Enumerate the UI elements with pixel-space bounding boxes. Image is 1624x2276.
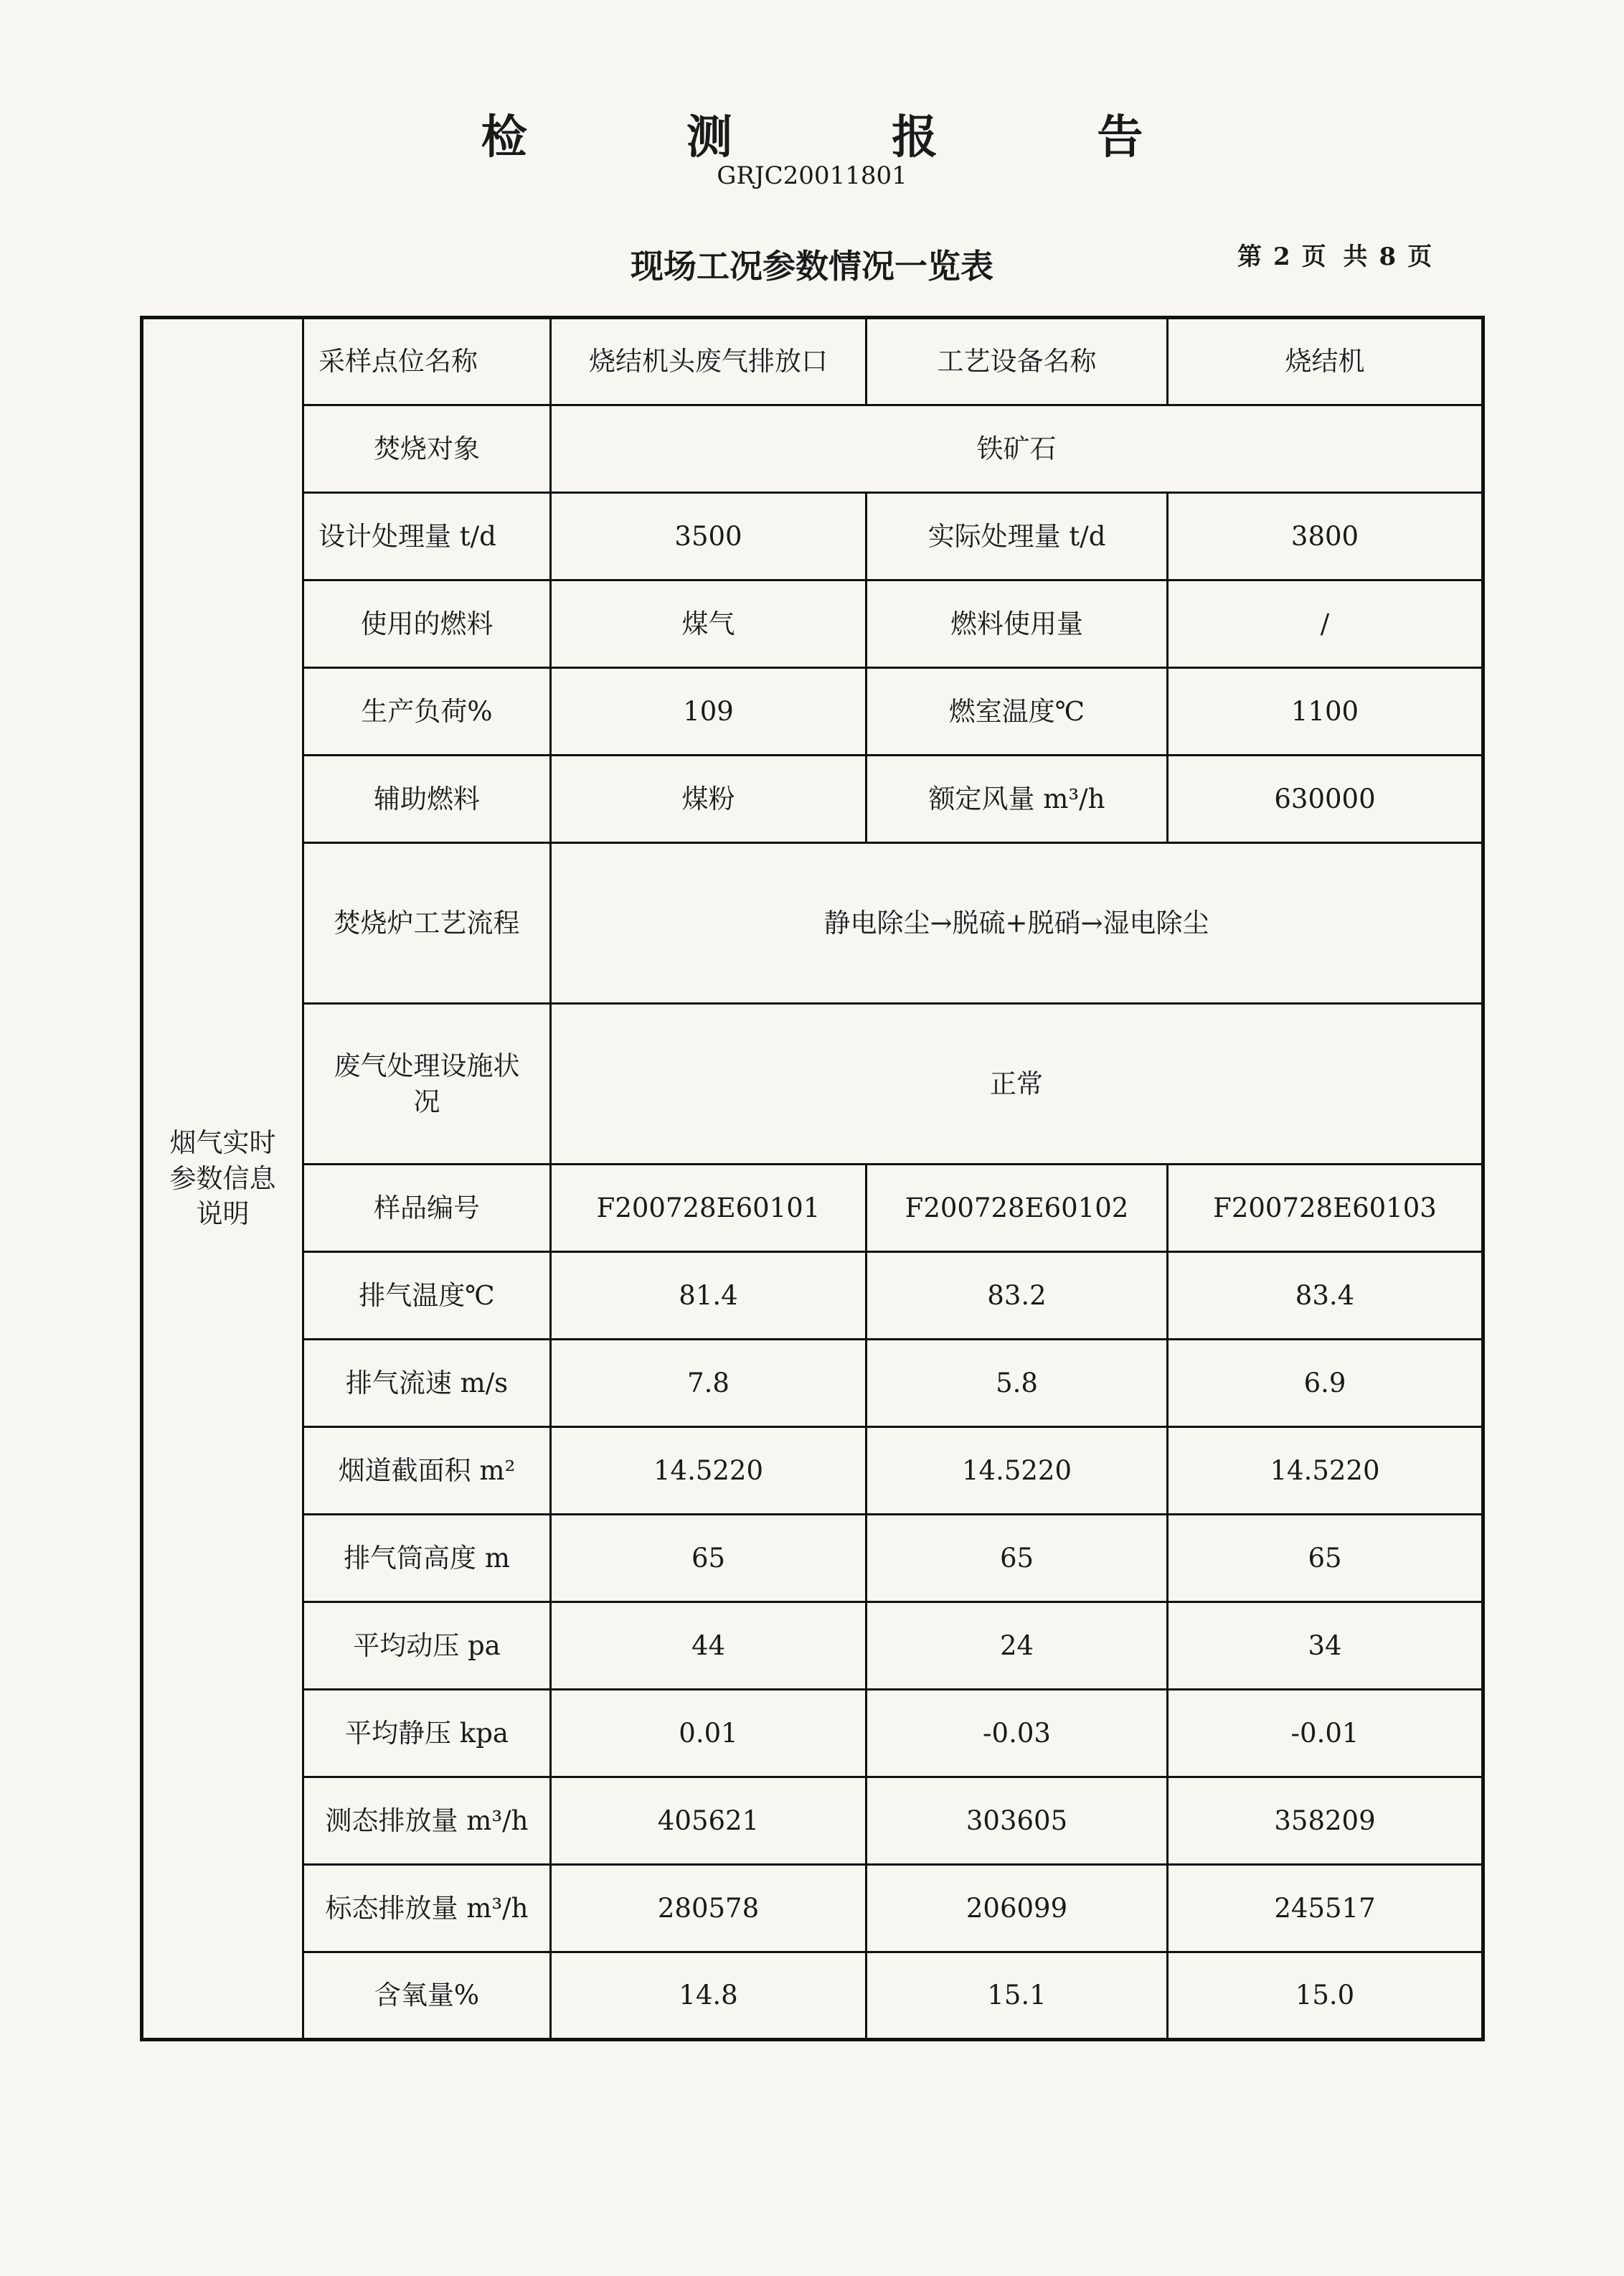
- table-row: [142, 668, 1483, 756]
- cell-value: 煤气: [551, 580, 867, 668]
- table-row: [142, 493, 1483, 580]
- table-row: [142, 1427, 1483, 1515]
- cell-value: -0.01: [1168, 1690, 1483, 1777]
- page-number: 2: [1273, 243, 1295, 271]
- cell-value: 烧结机头废气排放口: [551, 318, 867, 405]
- cell-label: 使用的燃料: [303, 580, 551, 668]
- cell-value: 3500: [551, 493, 867, 580]
- cell-value: 煤粉: [551, 756, 867, 843]
- cell-value: 358209: [1168, 1777, 1483, 1865]
- cell-value: 15.1: [867, 1952, 1168, 2040]
- cell-value: 303605: [867, 1777, 1168, 1865]
- cell-label: 废气处理设施状况: [303, 1004, 551, 1165]
- cell-label: 含氧量%: [303, 1952, 551, 2040]
- cell-value: 14.5220: [1168, 1427, 1483, 1515]
- cell-value: 7.8: [551, 1340, 867, 1427]
- cell-label: 设计处理量 t/d: [303, 493, 551, 580]
- cell-label: 焚烧对象: [303, 405, 551, 493]
- cell-value: 245517: [1168, 1865, 1483, 1952]
- cell-value: 烧结机: [1168, 318, 1483, 405]
- cell-label: 测态排放量 m³/h: [303, 1777, 551, 1865]
- page-suffix: 页: [1407, 243, 1437, 271]
- cell-value: 5.8: [867, 1340, 1168, 1427]
- cell-label: 采样点位名称: [303, 318, 551, 405]
- cell-label: 实际处理量 t/d: [867, 493, 1168, 580]
- cell-label: 额定风量 m³/h: [867, 756, 1168, 843]
- cell-label: 平均动压 pa: [303, 1602, 551, 1690]
- cell-label: 工艺设备名称: [867, 318, 1168, 405]
- cell-value: 6.9: [1168, 1340, 1483, 1427]
- cell-value: /: [1168, 580, 1483, 668]
- table-row: [142, 1340, 1483, 1427]
- cell-label: 辅助燃料: [303, 756, 551, 843]
- cell-value: 83.4: [1168, 1252, 1483, 1340]
- page-indicator: [1237, 237, 1443, 272]
- cell-value: 3800: [1168, 493, 1483, 580]
- table-row: [142, 580, 1483, 668]
- cell-value: 206099: [867, 1865, 1168, 1952]
- table-row: [142, 1690, 1483, 1777]
- cell-value: -0.03: [867, 1690, 1168, 1777]
- cell-label: 燃室温度℃: [867, 668, 1168, 756]
- cell-value: 0.01: [551, 1690, 867, 1777]
- cell-label: 生产负荷%: [303, 668, 551, 756]
- table-row: [142, 1777, 1483, 1865]
- cell-value: 630000: [1168, 756, 1483, 843]
- cell-value: 24: [867, 1602, 1168, 1690]
- cell-value: 14.5220: [551, 1427, 867, 1515]
- cell-value: 81.4: [551, 1252, 867, 1340]
- table-row: [142, 1865, 1483, 1952]
- cell-value: 83.2: [867, 1252, 1168, 1340]
- table-subtitle: 现场工况参数情况一览表: [631, 247, 993, 286]
- cell-value: 109: [551, 668, 867, 756]
- cell-value: 65: [1168, 1515, 1483, 1602]
- table-row: [142, 1004, 1483, 1165]
- cell-value: 铁矿石: [551, 405, 1483, 493]
- cell-label: 排气温度℃: [303, 1252, 551, 1340]
- cell-label: 排气流速 m/s: [303, 1340, 551, 1427]
- cell-value: 405621: [551, 1777, 867, 1865]
- left-section-label: 烟气实时参数信息说明: [142, 318, 303, 2040]
- cell-value: 14.8: [551, 1952, 867, 2040]
- cell-value: 44: [551, 1602, 867, 1690]
- cell-label: 焚烧炉工艺流程: [303, 843, 551, 1004]
- parameters-table: [140, 316, 1485, 2041]
- page-total: 8: [1379, 243, 1401, 271]
- table-row: [142, 1252, 1483, 1340]
- table-row: [142, 1165, 1483, 1252]
- cell-value: 65: [867, 1515, 1168, 1602]
- cell-value: 14.5220: [867, 1427, 1168, 1515]
- table-row: [142, 1952, 1483, 2040]
- report-title: 检 测 报 告: [481, 110, 1215, 164]
- page-prefix: 第: [1237, 243, 1266, 271]
- cell-label: 样品编号: [303, 1165, 551, 1252]
- cell-label: 标态排放量 m³/h: [303, 1865, 551, 1952]
- report-code: GRJC20011801: [717, 161, 907, 190]
- table-row: [142, 405, 1483, 493]
- cell-value: F200728E60103: [1168, 1165, 1483, 1252]
- cell-value: 15.0: [1168, 1952, 1483, 2040]
- table-row: [142, 318, 1483, 405]
- table-row: [142, 1602, 1483, 1690]
- page-mid: 页 共: [1301, 243, 1372, 271]
- table-row: [142, 843, 1483, 1004]
- cell-label: 烟道截面积 m²: [303, 1427, 551, 1515]
- cell-value: 280578: [551, 1865, 867, 1952]
- cell-label: 燃料使用量: [867, 580, 1168, 668]
- table-row: [142, 756, 1483, 843]
- cell-value: 65: [551, 1515, 867, 1602]
- cell-value: 1100: [1168, 668, 1483, 756]
- cell-value: F200728E60101: [551, 1165, 867, 1252]
- cell-value: 静电除尘→脱硫+脱硝→湿电除尘: [551, 843, 1483, 1004]
- cell-label: 排气筒高度 m: [303, 1515, 551, 1602]
- cell-value: 正常: [551, 1004, 1483, 1165]
- cell-label: 平均静压 kpa: [303, 1690, 551, 1777]
- cell-value: F200728E60102: [867, 1165, 1168, 1252]
- cell-value: 34: [1168, 1602, 1483, 1690]
- table-row: [142, 1515, 1483, 1602]
